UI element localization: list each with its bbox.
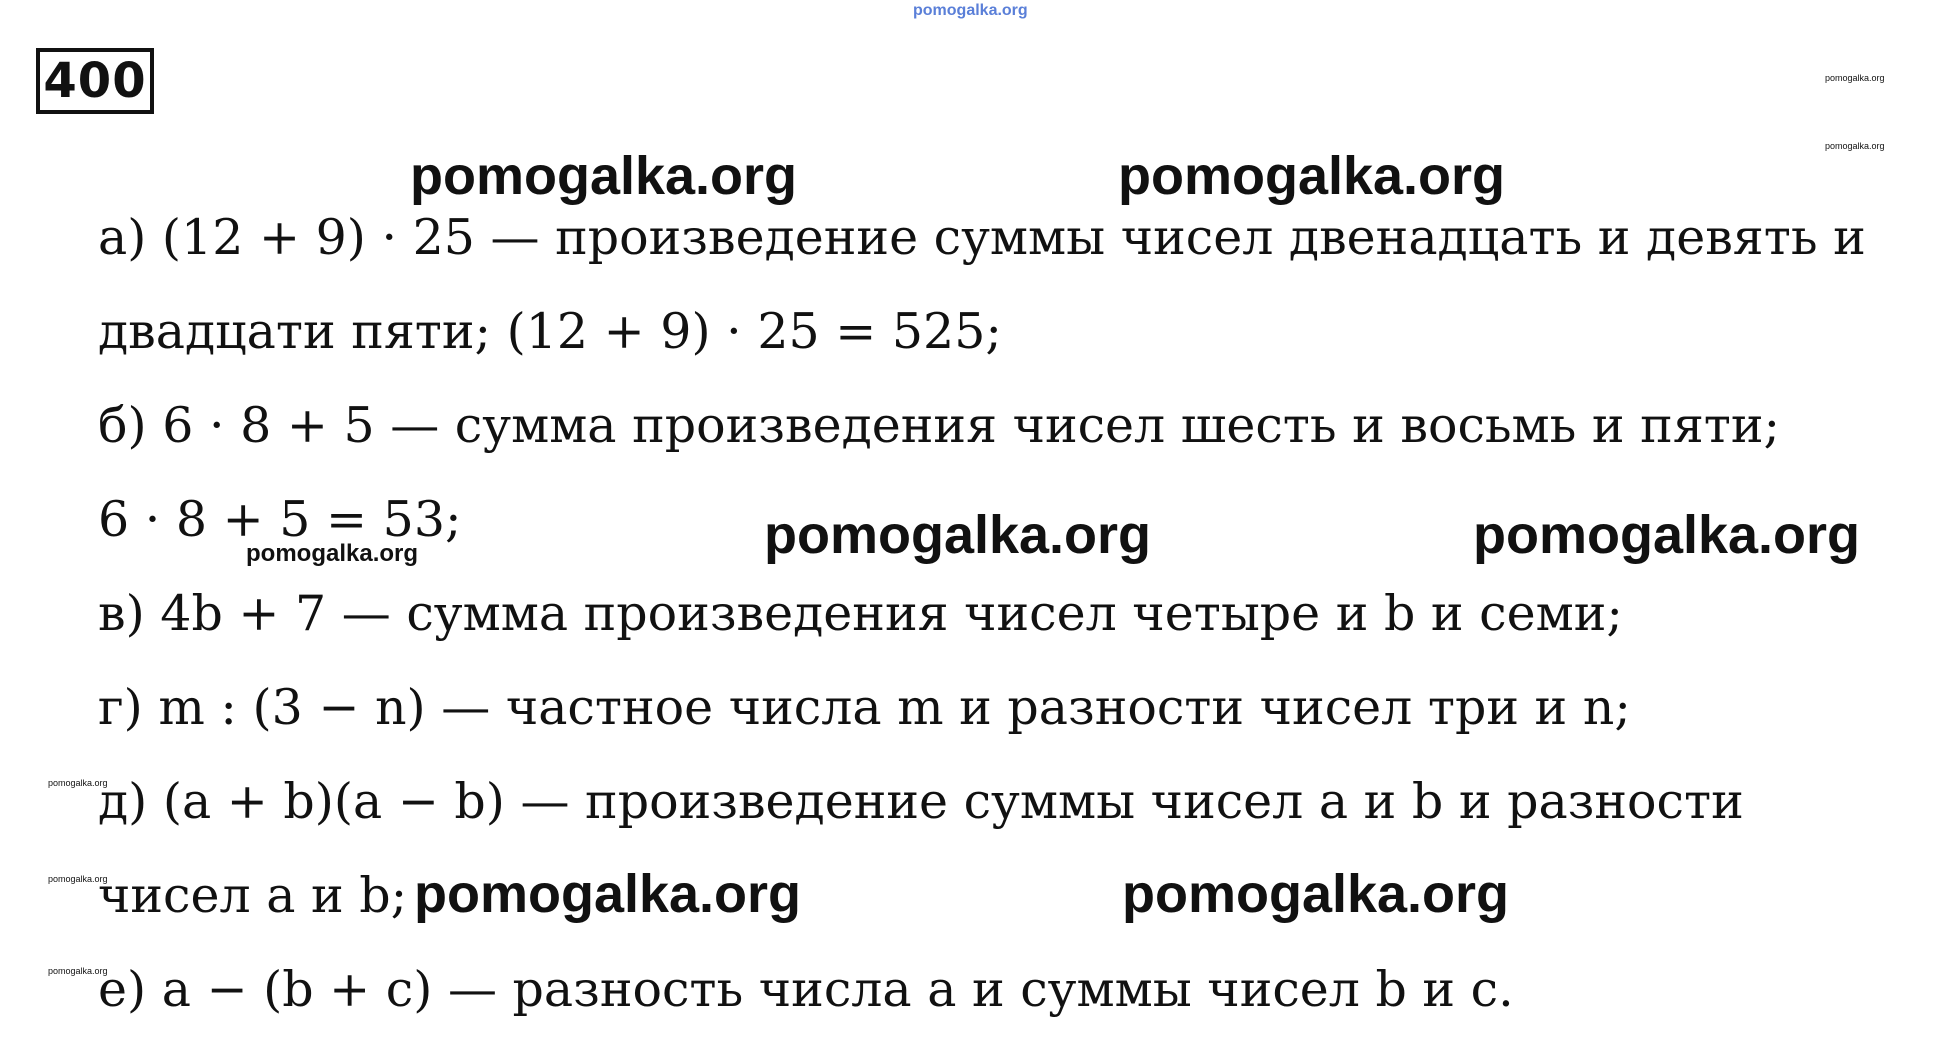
solution-line-a-result: двадцати пяти; (12 + 9) · 25 = 525; [98,303,1002,360]
solution-line-d-cont: чисел a и b; [98,867,408,924]
solution-line-a: а) (12 + 9) · 25 — произведение суммы чисел двенадцать и девять и [98,209,1866,266]
solution-line-g: г) m : (3 − n) — частное числа m и разности чисел три и n; [98,679,1631,736]
watermark-big-3: pomogalka.org [764,505,1152,565]
watermark-small-left-1: pomogalka.org [48,778,108,788]
watermark-small-left-3: pomogalka.org [48,966,108,976]
solution-line-e: е) a − (b + c) — разность числа a и суммы чисел b и c. [98,961,1514,1018]
watermark-small-right-1: pomogalka.org [1825,73,1885,83]
solution-line-b: б) 6 · 8 + 5 — сумма произведения чисел шесть и восьмь и пяти; [98,397,1781,454]
watermark-big-4: pomogalka.org [1473,505,1861,565]
watermark-small-right-2: pomogalka.org [1825,141,1885,151]
watermark-small-left-2: pomogalka.org [48,874,108,884]
watermark-big-5: pomogalka.org [414,864,802,924]
watermark-big-2: pomogalka.org [1118,146,1506,206]
solution-line-b-result: 6 · 8 + 5 = 53; [98,491,462,548]
watermark-big-1: pomogalka.org [410,146,798,206]
problem-number: 400 [36,48,154,114]
watermark-mid-1: pomogalka.org [246,540,419,567]
solution-line-v: в) 4b + 7 — сумма произведения чисел четыре и b и семи; [98,585,1623,642]
watermark-big-6: pomogalka.org [1122,864,1510,924]
watermark-top-center: pomogalka.org [913,2,1028,19]
solution-line-d: д) (a + b)(a − b) — произведение суммы чисел a и b и разности [98,773,1744,830]
